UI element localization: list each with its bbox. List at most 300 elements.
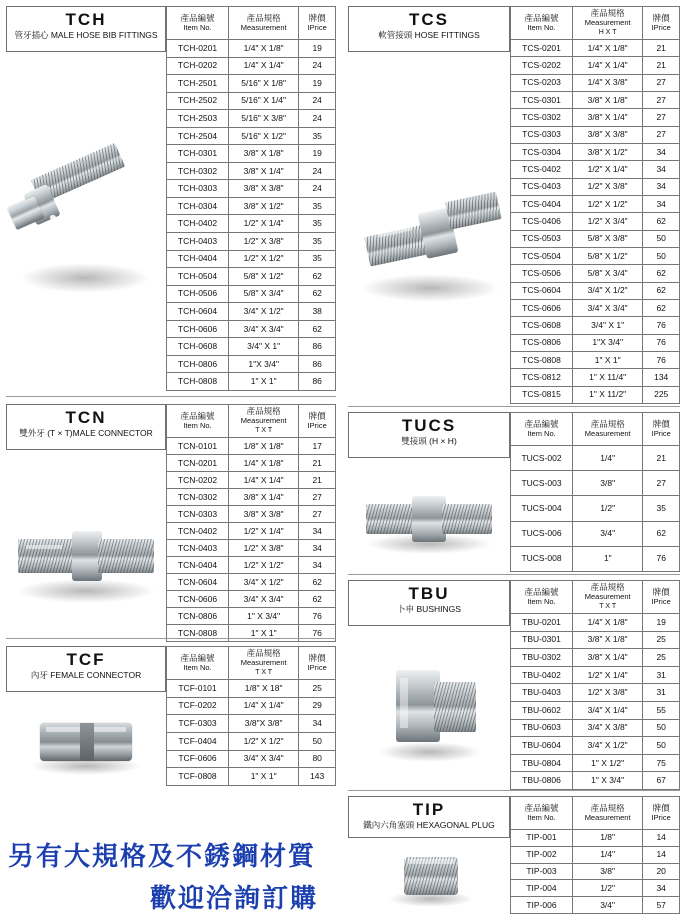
cell-price: 76	[643, 351, 680, 368]
title-box-tip	[348, 796, 510, 838]
fitting-thread-right	[445, 191, 502, 229]
cell-price: 19	[643, 614, 680, 632]
product-title-tip: 鐵內六角塞頭 HEXAGONAL PLUG	[363, 820, 495, 830]
spec-table-tcn	[166, 404, 336, 642]
cell-price: 62	[643, 213, 680, 230]
table-row	[511, 334, 680, 351]
cell-item-no: TBU-0301	[511, 631, 573, 649]
cell-measurement: 1" X 1/2"	[572, 754, 642, 772]
cell-item-no: TCH-0202	[167, 57, 229, 75]
title-box-tcn	[6, 404, 166, 450]
col-price: 牌價 IPrice	[299, 647, 336, 680]
table-row	[511, 666, 680, 684]
cell-item-no: TIP-006	[511, 897, 573, 914]
cell-item-no: TCH-0404	[167, 250, 229, 268]
table-row	[511, 719, 680, 737]
cell-measurement: 3/8" X 3/8"	[228, 180, 298, 198]
divider-3	[348, 406, 680, 407]
table-row	[511, 446, 680, 471]
cell-price: 20	[643, 863, 680, 880]
cell-price: 50	[299, 732, 336, 750]
title-box-tcf	[6, 646, 166, 692]
table-row	[167, 145, 336, 163]
cell-item-no: TCH-0606	[167, 320, 229, 338]
cell-price: 50	[643, 247, 680, 264]
cell-item-no: TBU-0604	[511, 737, 573, 755]
cell-price: 27	[299, 489, 336, 506]
cell-price: 19	[299, 145, 336, 163]
table-row	[167, 506, 336, 523]
cell-price: 19	[299, 75, 336, 93]
cell-item-no: TCS-0301	[511, 91, 573, 108]
cell-measurement: 1/4" X 1/4"	[228, 57, 298, 75]
table-row	[511, 109, 680, 126]
col-price: 牌價 IPrice	[643, 581, 680, 614]
table-row	[167, 768, 336, 786]
cell-measurement: 1/2" X 3/8"	[572, 684, 642, 702]
cell-item-no: TCN-0303	[167, 506, 229, 523]
table-row	[511, 213, 680, 230]
cell-price: 55	[643, 701, 680, 719]
col-price: 牌價 IPrice	[643, 797, 680, 830]
spec-table-tbu	[510, 580, 680, 790]
cell-measurement: 3/8"	[572, 863, 642, 880]
product-block-tch	[6, 6, 336, 391]
cell-measurement: 3/8" X 1/8"	[572, 91, 642, 108]
cell-item-no: TCS-0303	[511, 126, 573, 143]
cell-price: 35	[299, 250, 336, 268]
table-row	[511, 897, 680, 914]
table-row	[167, 574, 336, 591]
cell-item-no: TCS-0806	[511, 334, 573, 351]
cell-measurement: 3/4" X 1/2"	[572, 282, 642, 299]
table-row	[511, 701, 680, 719]
cell-measurement: 3/4" X 1"	[572, 317, 642, 334]
cell-price: 62	[299, 285, 336, 303]
divider-2	[6, 638, 336, 639]
table-row	[511, 40, 680, 57]
table-row	[167, 110, 336, 128]
cell-item-no: TBU-0602	[511, 701, 573, 719]
fitting-thread-right	[442, 504, 492, 534]
cell-price: 27	[643, 109, 680, 126]
cell-measurement: 3/4" X 3/4"	[572, 299, 642, 316]
table-row	[511, 471, 680, 496]
product-title-tch: 管牙插心 MALE HOSE BIB FITTINGS	[14, 30, 158, 40]
cell-price: 62	[299, 268, 336, 286]
product-title-tucs: 雙接頭 (H × H)	[401, 436, 457, 446]
cell-price: 35	[299, 197, 336, 215]
cell-item-no: TCS-0403	[511, 178, 573, 195]
table-row	[167, 92, 336, 110]
cell-item-no: TCF-0808	[167, 768, 229, 786]
cell-price: 35	[299, 127, 336, 145]
cell-price: 21	[299, 472, 336, 489]
table-row	[167, 303, 336, 321]
cell-measurement: 1/8" X 1/8"	[228, 438, 298, 455]
cell-measurement: 1" X 11/2"	[572, 386, 642, 403]
cell-measurement: 1/4" X 1/4"	[228, 472, 298, 489]
cell-measurement: 1/2" X 3/4"	[572, 213, 642, 230]
col-price: 牌價 IPrice	[643, 7, 680, 40]
divider-4	[348, 574, 680, 575]
table-row	[167, 523, 336, 540]
cell-price: 27	[643, 91, 680, 108]
cell-price: 62	[299, 591, 336, 608]
cell-measurement: 3/8" X 1/4"	[572, 109, 642, 126]
cell-item-no: TCN-0606	[167, 591, 229, 608]
cell-item-no: TCN-0101	[167, 438, 229, 455]
promo-line-2: 歡迎洽詢訂購	[150, 883, 319, 913]
table-row	[511, 126, 680, 143]
cell-price: 76	[299, 625, 336, 642]
cell-measurement: 1/2" X 1/2"	[228, 250, 298, 268]
cell-price: 31	[643, 666, 680, 684]
col-measurement: 產品規格 Measurement H X T	[572, 7, 642, 40]
cell-item-no: TCH-2503	[167, 110, 229, 128]
cell-measurement: 1/8"	[572, 830, 642, 847]
col-measurement: 產品規格 Measurement T X T	[228, 647, 298, 680]
cell-measurement: 3/4" X 1"	[228, 338, 298, 356]
product-block-tip	[348, 796, 680, 914]
table-row	[511, 195, 680, 212]
col-item-no: 產品編號 Item No.	[511, 7, 573, 40]
cell-price: 34	[299, 540, 336, 557]
table-row	[511, 772, 680, 790]
table-row	[167, 455, 336, 472]
cell-price: 50	[643, 719, 680, 737]
table-row	[167, 233, 336, 251]
cell-item-no: TCF-0101	[167, 680, 229, 698]
cell-item-no: TCN-0201	[167, 455, 229, 472]
cell-price: 76	[643, 546, 680, 571]
table-row	[511, 614, 680, 632]
table-row	[167, 557, 336, 574]
cell-measurement: 3/8" X 3/8"	[572, 126, 642, 143]
cell-price: 80	[299, 750, 336, 768]
cell-item-no: TCS-0304	[511, 143, 573, 160]
cell-item-no: TCS-0606	[511, 299, 573, 316]
cell-measurement: 3/4" X 1/2"	[572, 737, 642, 755]
table-row	[511, 178, 680, 195]
cell-item-no: TBU-0402	[511, 666, 573, 684]
cell-item-no: TCF-0606	[167, 750, 229, 768]
table-row	[167, 697, 336, 715]
cell-item-no: TCH-0301	[167, 145, 229, 163]
table-row	[167, 162, 336, 180]
table-row	[167, 197, 336, 215]
cell-measurement: 1/2" X 1/2"	[572, 195, 642, 212]
cell-item-no: TCH-0302	[167, 162, 229, 180]
cell-item-no: TBU-0603	[511, 719, 573, 737]
cell-item-no: TCH-0806	[167, 355, 229, 373]
table-row	[167, 715, 336, 733]
cell-price: 50	[643, 230, 680, 247]
cell-measurement: 3/8"	[573, 471, 643, 496]
cell-price: 14	[643, 830, 680, 847]
cell-price: 27	[299, 506, 336, 523]
table-row	[167, 373, 336, 391]
cell-measurement: 3/8" X 3/8"	[228, 506, 298, 523]
cell-item-no: TCS-0504	[511, 247, 573, 264]
cell-measurement: 5/8" X 3/8"	[572, 230, 642, 247]
product-title-tbu: 卜申 BUSHINGS	[397, 604, 461, 614]
col-measurement: 產品規格 Measurement T X T	[228, 405, 298, 438]
fitting-thread	[434, 682, 476, 732]
cell-item-no: TIP-002	[511, 846, 573, 863]
cell-price: 21	[643, 40, 680, 57]
spec-table-tcf	[166, 646, 336, 786]
cell-price: 86	[299, 355, 336, 373]
cell-item-no: TCS-0608	[511, 317, 573, 334]
col-item-no: 產品編號 Item No.	[511, 797, 573, 830]
cell-price: 25	[299, 680, 336, 698]
table-row	[511, 351, 680, 368]
cell-measurement: 1/4" X 1/8"	[228, 455, 298, 472]
cell-item-no: TIP-003	[511, 863, 573, 880]
product-title-tcn: 雙外牙 (T × T)MALE CONNECTOR	[19, 428, 153, 438]
product-block-tcs	[348, 6, 680, 404]
cell-price: 29	[299, 697, 336, 715]
fitting-thread-left	[366, 504, 418, 534]
product-block-tbu	[348, 580, 680, 790]
cell-item-no: TBU-0403	[511, 684, 573, 702]
spec-table-tucs	[510, 412, 680, 572]
cell-price: 76	[643, 317, 680, 334]
table-row	[167, 250, 336, 268]
cell-price: 76	[643, 334, 680, 351]
cell-measurement: 1/8" X 18"	[228, 680, 298, 698]
cell-measurement: 5/16" X 1/8"	[228, 75, 298, 93]
spec-table-tcs	[510, 6, 680, 404]
title-box-tch	[6, 6, 166, 52]
spec-rows-tucs	[511, 446, 680, 572]
table-row	[167, 75, 336, 93]
cell-item-no: TCF-0303	[167, 715, 229, 733]
table-row	[511, 91, 680, 108]
cell-price: 27	[643, 126, 680, 143]
cell-price: 27	[643, 74, 680, 91]
cell-measurement: 5/8" X 3/4"	[572, 265, 642, 282]
cell-price: 24	[299, 162, 336, 180]
cell-measurement: 1/2" X 3/8"	[572, 178, 642, 195]
table-row	[167, 489, 336, 506]
cell-measurement: 3/4"	[572, 897, 642, 914]
cell-item-no: TCF-0202	[167, 697, 229, 715]
cell-item-no: TCH-0403	[167, 233, 229, 251]
product-block-tucs	[348, 412, 680, 572]
product-photo-tcf	[6, 692, 166, 786]
table-row	[511, 265, 680, 282]
cell-measurement: 1/4" X 1/8"	[572, 40, 642, 57]
title-box-tbu	[348, 580, 510, 626]
table-row	[167, 127, 336, 145]
col-measurement: 產品規格 Measurement	[573, 413, 643, 446]
cell-price: 62	[643, 282, 680, 299]
table-row	[167, 608, 336, 625]
table-row	[167, 438, 336, 455]
cell-item-no: TUCS-004	[511, 496, 573, 521]
cell-item-no: TUCS-008	[511, 546, 573, 571]
product-code-tucs: TUCS	[401, 416, 457, 435]
cell-item-no: TIP-004	[511, 880, 573, 897]
cell-item-no: TCS-0406	[511, 213, 573, 230]
title-box-tucs	[348, 412, 510, 458]
cell-measurement: 5/16" X 1/2"	[228, 127, 298, 145]
cell-price: 62	[299, 574, 336, 591]
cell-item-no: TCH-2501	[167, 75, 229, 93]
cell-item-no: TCH-2504	[167, 127, 229, 145]
cell-measurement: 1" X 1"	[572, 351, 642, 368]
cell-measurement: 1/2" X 1/4"	[228, 215, 298, 233]
col-price: 牌價 IPrice	[299, 7, 336, 40]
table-row	[167, 40, 336, 58]
cell-item-no: TCN-0402	[167, 523, 229, 540]
col-item-no: 產品編號 Item No.	[511, 581, 573, 614]
cell-price: 21	[643, 57, 680, 74]
spec-table-tch	[166, 6, 336, 391]
fitting-thread-right	[98, 539, 154, 573]
cell-item-no: TCS-0203	[511, 74, 573, 91]
cell-item-no: TCS-0503	[511, 230, 573, 247]
cell-price: 86	[299, 373, 336, 391]
cell-price: 50	[643, 737, 680, 755]
table-row	[511, 161, 680, 178]
col-measurement: 產品規格 Measurement	[572, 797, 642, 830]
cell-item-no: TCN-0403	[167, 540, 229, 557]
table-row	[511, 880, 680, 897]
product-code-tcn: TCN	[65, 408, 107, 427]
cell-measurement: 1/4" X 1/8"	[228, 40, 298, 58]
table-row	[511, 247, 680, 264]
cell-item-no: TCN-0604	[167, 574, 229, 591]
cell-price: 143	[299, 768, 336, 786]
col-price: 牌價 IPrice	[643, 413, 680, 446]
cell-price: 62	[299, 320, 336, 338]
cell-item-no: TCH-2502	[167, 92, 229, 110]
cell-item-no: TCH-0201	[167, 40, 229, 58]
cell-item-no: TCH-0304	[167, 197, 229, 215]
product-code-tch: TCH	[65, 10, 107, 29]
table-row	[511, 521, 680, 546]
cell-measurement: 1/4" X 1/4"	[228, 697, 298, 715]
cell-price: 24	[299, 110, 336, 128]
spec-rows-tch	[167, 40, 336, 391]
cell-price: 34	[299, 557, 336, 574]
cell-price: 225	[643, 386, 680, 403]
cell-item-no: TIP-001	[511, 830, 573, 847]
cell-measurement: 3/8" X 1/2"	[572, 143, 642, 160]
spec-rows-tip	[511, 830, 680, 914]
product-photo-tch	[6, 52, 166, 391]
cell-measurement: 1/4"	[573, 446, 643, 471]
cell-measurement: 5/16" X 1/4"	[228, 92, 298, 110]
cell-measurement: 1" X 3/4"	[572, 772, 642, 790]
cell-measurement: 3/4" X 1/2"	[228, 574, 298, 591]
cell-measurement: 1/2"	[573, 496, 643, 521]
cell-item-no: TCF-0404	[167, 732, 229, 750]
col-item-no: 產品編號 Item No.	[167, 647, 229, 680]
table-row	[511, 282, 680, 299]
product-photo-tbu	[348, 626, 510, 790]
cell-item-no: TCH-0504	[167, 268, 229, 286]
table-row	[167, 215, 336, 233]
cell-item-no: TCS-0812	[511, 369, 573, 386]
cell-item-no: TCS-0815	[511, 386, 573, 403]
fitting-hex	[412, 496, 446, 542]
spec-table-tip	[510, 796, 680, 914]
cell-price: 62	[643, 521, 680, 546]
cell-price: 25	[643, 631, 680, 649]
table-row	[511, 649, 680, 667]
cell-price: 67	[643, 772, 680, 790]
cell-item-no: TCH-0608	[167, 338, 229, 356]
cell-measurement: 3/8" X 1/2"	[228, 197, 298, 215]
cell-item-no: TCN-0806	[167, 608, 229, 625]
cell-measurement: 1" X 11/4"	[572, 369, 642, 386]
col-item-no: 產品編號 Item No.	[511, 413, 573, 446]
cell-measurement: 5/16" X 3/8"	[228, 110, 298, 128]
cell-measurement: 3/8" X 1/4"	[228, 489, 298, 506]
cell-price: 34	[643, 161, 680, 178]
cell-measurement: 1" X 1"	[228, 373, 298, 391]
cell-measurement: 1"X 3/4"	[572, 334, 642, 351]
cell-item-no: TUCS-003	[511, 471, 573, 496]
table-row	[511, 74, 680, 91]
product-code-tcf: TCF	[66, 650, 106, 669]
cell-price: 38	[299, 303, 336, 321]
table-row	[511, 57, 680, 74]
table-row	[511, 386, 680, 403]
cell-price: 35	[299, 215, 336, 233]
table-row	[511, 546, 680, 571]
product-code-tip: TIP	[412, 800, 446, 819]
cell-measurement: 1/4"	[572, 846, 642, 863]
product-photo-tip	[348, 838, 510, 914]
cell-item-no: TCH-0604	[167, 303, 229, 321]
cell-price: 34	[643, 880, 680, 897]
cell-item-no: TCS-0808	[511, 351, 573, 368]
cell-item-no: TCN-0808	[167, 625, 229, 642]
table-row	[167, 338, 336, 356]
cell-measurement: 1" X 1"	[228, 768, 298, 786]
cell-price: 24	[299, 180, 336, 198]
cell-measurement: 1/2" X 1/4"	[572, 666, 642, 684]
table-row	[167, 472, 336, 489]
product-block-tcf	[6, 646, 336, 786]
table-row	[511, 317, 680, 334]
cell-measurement: 3/4" X 3/4"	[228, 320, 298, 338]
cell-price: 75	[643, 754, 680, 772]
table-row	[167, 180, 336, 198]
cell-price: 25	[643, 649, 680, 667]
cell-item-no: TUCS-006	[511, 521, 573, 546]
product-photo-tcn	[6, 450, 166, 642]
cell-measurement: 3/4" X 3/8"	[572, 719, 642, 737]
product-photo-tcs	[348, 52, 510, 404]
cell-measurement: 1"	[573, 546, 643, 571]
table-row	[511, 143, 680, 160]
product-title-tcf: 內牙 FEMALE CONNECTOR	[30, 670, 142, 680]
cell-price: 34	[299, 523, 336, 540]
cell-price: 62	[643, 265, 680, 282]
cell-item-no: TCH-0506	[167, 285, 229, 303]
cell-measurement: 5/8" X 3/4"	[228, 285, 298, 303]
cell-price: 34	[643, 178, 680, 195]
title-box-tcs	[348, 6, 510, 52]
table-row	[511, 684, 680, 702]
cell-item-no: TBU-0806	[511, 772, 573, 790]
